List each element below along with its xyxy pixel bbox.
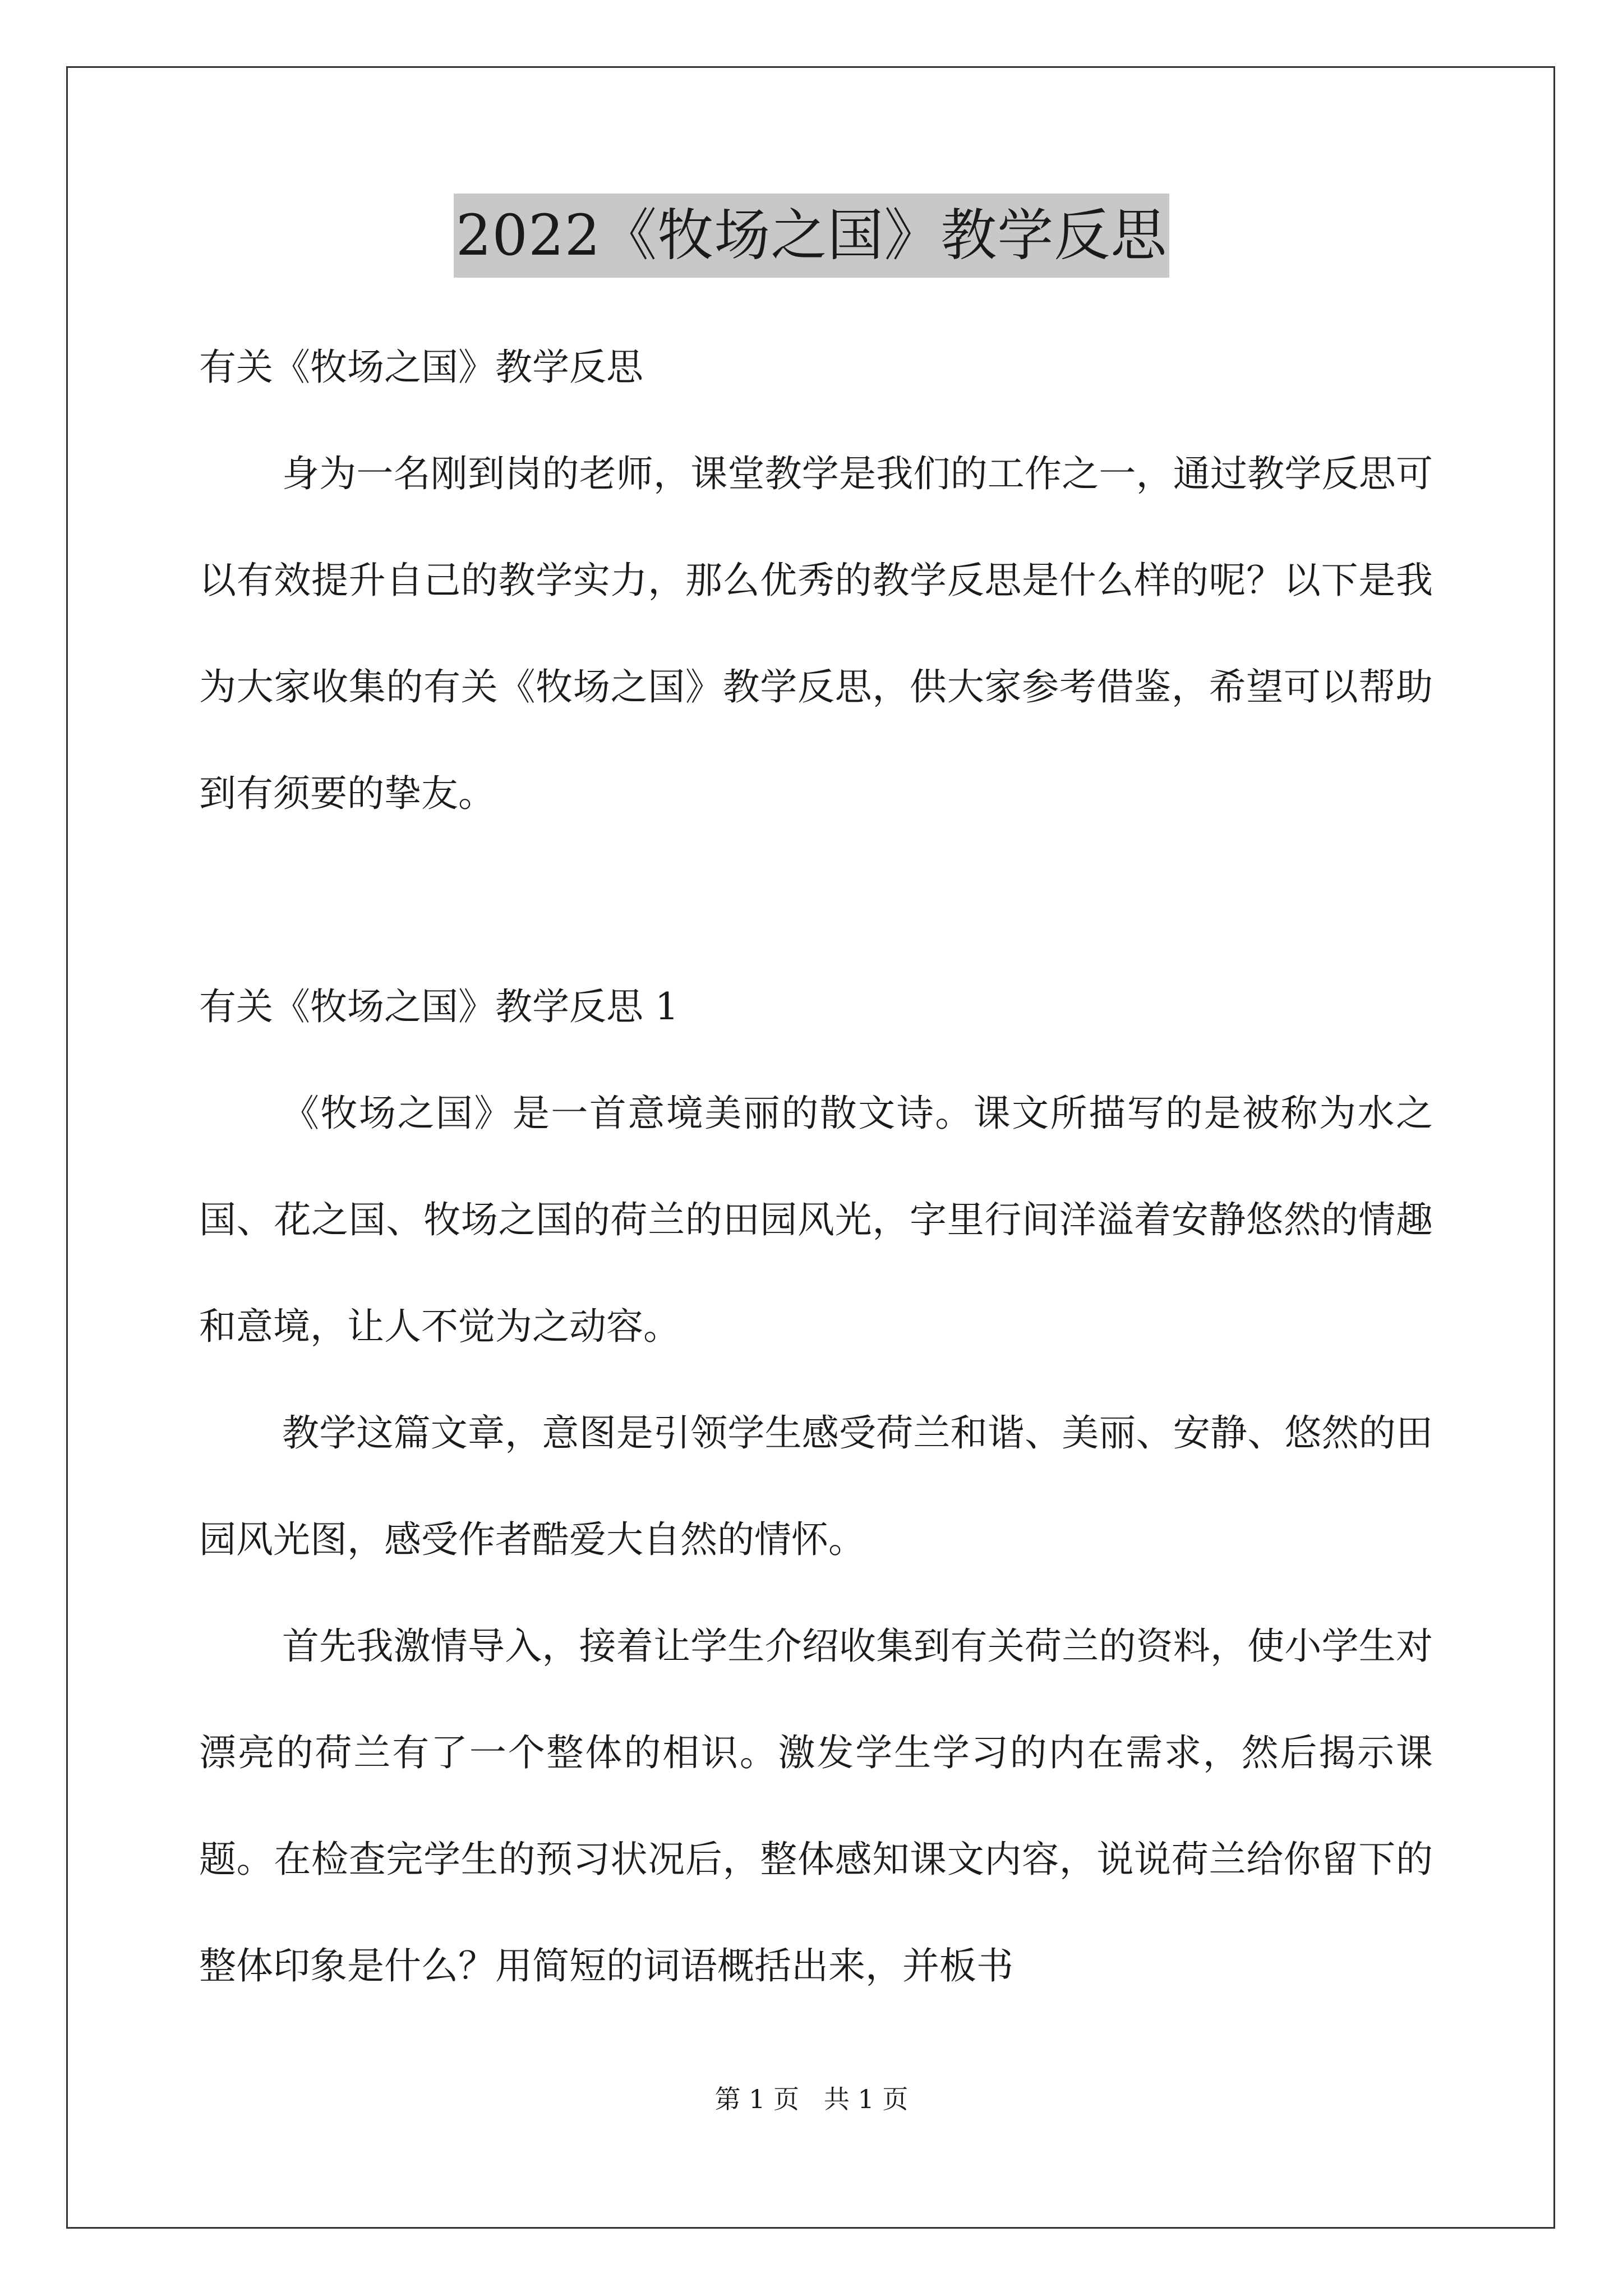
section-heading: 有关《牧场之国》教学反思 1 [199, 985, 679, 1028]
document-body [199, 314, 1433, 2019]
paragraph: 首先我激情导入，接着让学生介绍收集到有关荷兰的资料，使小学生对漂亮的荷兰有了一个整体的相识。激发学生学习的内在需求，然后揭示课题。在检查完学生的预习状况后，整体感知课文内容，说说荷兰给你留下的整体印象是什么？用简短的词语概括出来，并板书 [199, 1625, 1433, 1987]
section-heading: 有关《牧场之国》教学反思 [199, 346, 643, 389]
document-title: 2022《牧场之国》教学反思 [454, 194, 1170, 278]
section-spacer [199, 847, 1433, 954]
paragraph: 教学这篇文章，意图是引领学生感受荷兰和谐、美丽、安静、悠然的田园风光图，感受作者酷爱大自然的情怀。 [199, 1411, 1433, 1561]
paragraph: 身为一名刚到岗的老师，课堂教学是我们的工作之一，通过教学反思可以有效提升自己的教学实力，那么优秀的教学反思是什么样的呢？以下是我为大家收集的有关《牧场之国》教学反思，供大家参考借鉴，希望可以帮助到有须要的挚友。 [199, 452, 1433, 815]
paragraph: 《牧场之国》是一首意境美丽的散文诗。课文所描写的是被称为水之国、花之国、牧场之国的荷兰的田园风光，字里行间洋溢着安静悠然的情趣和意境，让人不觉为之动容。 [199, 1092, 1433, 1348]
page-footer: 第 1 页 共 1 页 [714, 2084, 909, 2114]
title-container [0, 194, 1623, 278]
